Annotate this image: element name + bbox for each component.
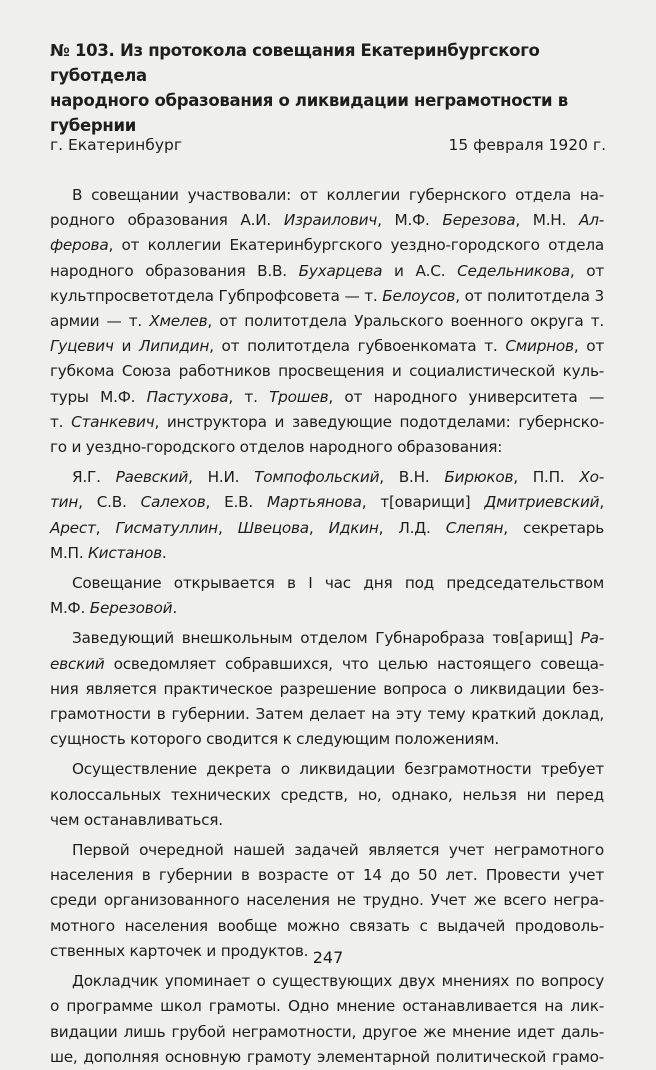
text-run: Докладчик упоминает о существующих двух мнениях по вопросу <box>72 972 604 991</box>
text-run: . <box>172 599 177 618</box>
text-run: . <box>161 543 167 562</box>
text-run: Осуществление декрета о ликвидации безграмотности требует <box>72 760 604 779</box>
text-line <box>50 284 604 309</box>
text-run: го и уездно-городского отделов народного образования: <box>50 438 503 457</box>
italic-name: Гисматуллин <box>115 518 218 537</box>
text-line <box>50 385 604 410</box>
text-run: осведомляет собравшихся, что целью настоящего совеща- <box>104 654 604 673</box>
text-run: народного образования В.В. <box>50 261 299 280</box>
text-line <box>50 596 604 621</box>
text-line <box>50 994 604 1019</box>
text-run: ственных карточек и продуктов. <box>50 941 309 960</box>
text-run: , С.В. <box>78 493 141 512</box>
text-run: , М.Ф. <box>377 211 443 230</box>
italic-name: Идкин <box>328 518 379 537</box>
title-line: народного образования о ликвидации неграмотности в <box>50 91 568 110</box>
text-run: Совещание открывается в I час дня под председательством <box>72 574 604 593</box>
text-line <box>50 677 604 702</box>
text-run: туры М.Ф. <box>50 387 147 406</box>
text-run: о программе школ грамоты. Одно мнение останавливается на лик- <box>50 997 604 1016</box>
text-line <box>50 541 604 566</box>
text-run: , Е.В. <box>205 493 268 512</box>
italic-name: Дмитриевский <box>484 493 600 512</box>
italic-name: Березовой <box>89 599 173 618</box>
italic-name: Пастухова <box>146 387 229 406</box>
text-run: , от политотдела губвоенкомата т. <box>209 337 506 356</box>
italic-name: Березова <box>442 211 516 230</box>
text-line <box>50 783 604 808</box>
text-line <box>50 1045 604 1070</box>
text-line <box>50 1020 604 1045</box>
text-run: видации лишь грубой неграмотности, другое же мнение идет даль- <box>50 1022 604 1041</box>
text-run: , т. <box>228 387 270 406</box>
text-line <box>50 359 604 384</box>
text-run: колоссальных технических средств, но, однако, нельзя ни перед <box>50 785 604 804</box>
text-run: родного образования А.И. <box>50 211 284 230</box>
text-run: , П.П. <box>513 468 580 487</box>
title-line: № 103. Из протокола совещания Екатеринбургского губотдела <box>50 41 540 85</box>
text-run: , от <box>569 261 604 280</box>
text-run: Заведующий внешкольным отделом Губнаробраза тов[арищ] <box>72 629 581 648</box>
text-line <box>50 838 604 863</box>
italic-name: Ра- <box>580 629 604 648</box>
text-run: Первой очередной нашей задачей является учет неграмотного <box>72 841 604 860</box>
text-line <box>50 259 604 284</box>
italic-name: Раевский <box>115 468 189 487</box>
text-line <box>50 334 604 359</box>
italic-name: Седельникова <box>457 261 570 280</box>
text-run: среди организованного населения не трудно. Учет же всего негра- <box>50 891 604 910</box>
document-body <box>50 178 604 1070</box>
text-run: , <box>95 518 116 537</box>
text-run: , от <box>573 337 604 356</box>
text-run: ния является практическое разрешение вопроса о ликвидации без- <box>50 679 604 698</box>
italic-name: Смирнов <box>505 337 574 356</box>
text-run: , <box>217 518 238 537</box>
italic-name: Томпофольский <box>254 468 380 487</box>
text-line <box>50 969 604 994</box>
text-run: и <box>113 337 139 356</box>
italic-name: Израилович <box>283 211 378 230</box>
text-run: культпросветотдела Губпрофсовета — т. <box>50 286 383 305</box>
paragraph <box>50 757 604 833</box>
text-run: , инструктора и заведующие подотделами: губернско- <box>154 412 604 431</box>
italic-name: Белоусов <box>382 286 456 305</box>
text-line <box>50 233 604 258</box>
text-run: , от коллегии Екатеринбургского уездно-городского отдела <box>108 236 604 255</box>
paragraph <box>50 626 604 752</box>
italic-name: Бирюков <box>444 468 514 487</box>
title-line: губернии <box>50 116 137 135</box>
paragraph <box>50 465 604 566</box>
text-run: армии — т. <box>50 312 150 331</box>
italic-name: Липидин <box>138 337 210 356</box>
italic-name: Хо- <box>579 468 604 487</box>
text-line <box>50 757 604 782</box>
text-run: сущность которого сводится к следующим положениям. <box>50 730 500 749</box>
text-run: М.П. <box>50 543 89 562</box>
paragraph <box>50 838 604 964</box>
text-run: , Н.И. <box>188 468 255 487</box>
text-line <box>50 208 604 233</box>
italic-name: тин <box>50 493 79 512</box>
text-run: , т[оварищи] <box>361 493 485 512</box>
italic-name: Арест <box>50 518 96 537</box>
italic-name: евский <box>50 654 105 673</box>
text-run: , от политотдела 3 <box>455 286 604 305</box>
document-title <box>50 38 610 138</box>
text-line <box>50 490 604 515</box>
page-number: 247 <box>312 948 344 967</box>
text-line <box>50 652 604 677</box>
text-run: губкома Союза работников просвещения и социалистической куль- <box>50 362 604 381</box>
text-line <box>50 914 604 939</box>
italic-name: Слепян <box>445 518 504 537</box>
italic-name: Мартьянова <box>267 493 362 512</box>
text-run: чем останавливаться. <box>50 810 223 829</box>
text-line <box>50 863 604 888</box>
italic-name: Ал- <box>578 211 604 230</box>
italic-name: Швецова <box>237 518 309 537</box>
italic-name: Станкевич <box>71 412 155 431</box>
text-run: М.Ф. <box>50 599 90 618</box>
paragraph <box>50 969 604 1070</box>
paragraph <box>50 183 604 460</box>
text-line <box>50 516 604 541</box>
text-run: , <box>599 493 604 512</box>
text-run: , В.Н. <box>379 468 445 487</box>
text-line <box>50 309 604 334</box>
text-run: ше, дополняя основную грамоту элементарной политической грамо- <box>50 1047 604 1066</box>
text-line <box>50 626 604 651</box>
text-run: , М.Н. <box>515 211 579 230</box>
text-run: т. <box>50 412 72 431</box>
italic-name: Трошев <box>269 387 329 406</box>
text-run: мотного населения вообще можно связать с выдачей продоволь- <box>50 916 604 935</box>
paragraph <box>50 571 604 621</box>
text-line <box>50 410 604 435</box>
text-run: , <box>308 518 329 537</box>
text-run: грамотности в губернии. Затем делает на эту тему краткий доклад, <box>50 705 604 724</box>
text-line <box>50 183 604 208</box>
text-run: , Л.Д. <box>378 518 446 537</box>
italic-name: ферова <box>50 236 109 255</box>
italic-name: Хмелев <box>149 312 208 331</box>
text-run: Я.Г. <box>72 468 116 487</box>
text-run: В совещании участвовали: от коллегии губернского отдела на- <box>72 186 604 204</box>
italic-name: Бухарцева <box>298 261 383 280</box>
text-line <box>50 702 604 727</box>
text-run: населения в губернии в возрасте от 14 до 50 лет. Провести учет <box>50 866 604 885</box>
text-line <box>50 727 604 752</box>
text-line <box>50 808 604 833</box>
text-run: , секретарь <box>503 518 604 537</box>
text-run: , от народного университета — <box>328 387 604 406</box>
text-run: , от политотдела Уральского военного округа т. <box>207 312 604 331</box>
text-line <box>50 465 604 490</box>
text-line <box>50 571 604 596</box>
italic-name: Кистанов <box>88 543 162 562</box>
text-run: и А.С. <box>382 261 458 280</box>
document-place: г. Екатеринбург <box>50 136 182 154</box>
text-line <box>50 888 604 913</box>
italic-name: Гуцевич <box>50 337 114 356</box>
text-line <box>50 435 604 460</box>
document-date: 15 февраля 1920 г. <box>448 136 606 154</box>
italic-name: Салехов <box>140 493 206 512</box>
